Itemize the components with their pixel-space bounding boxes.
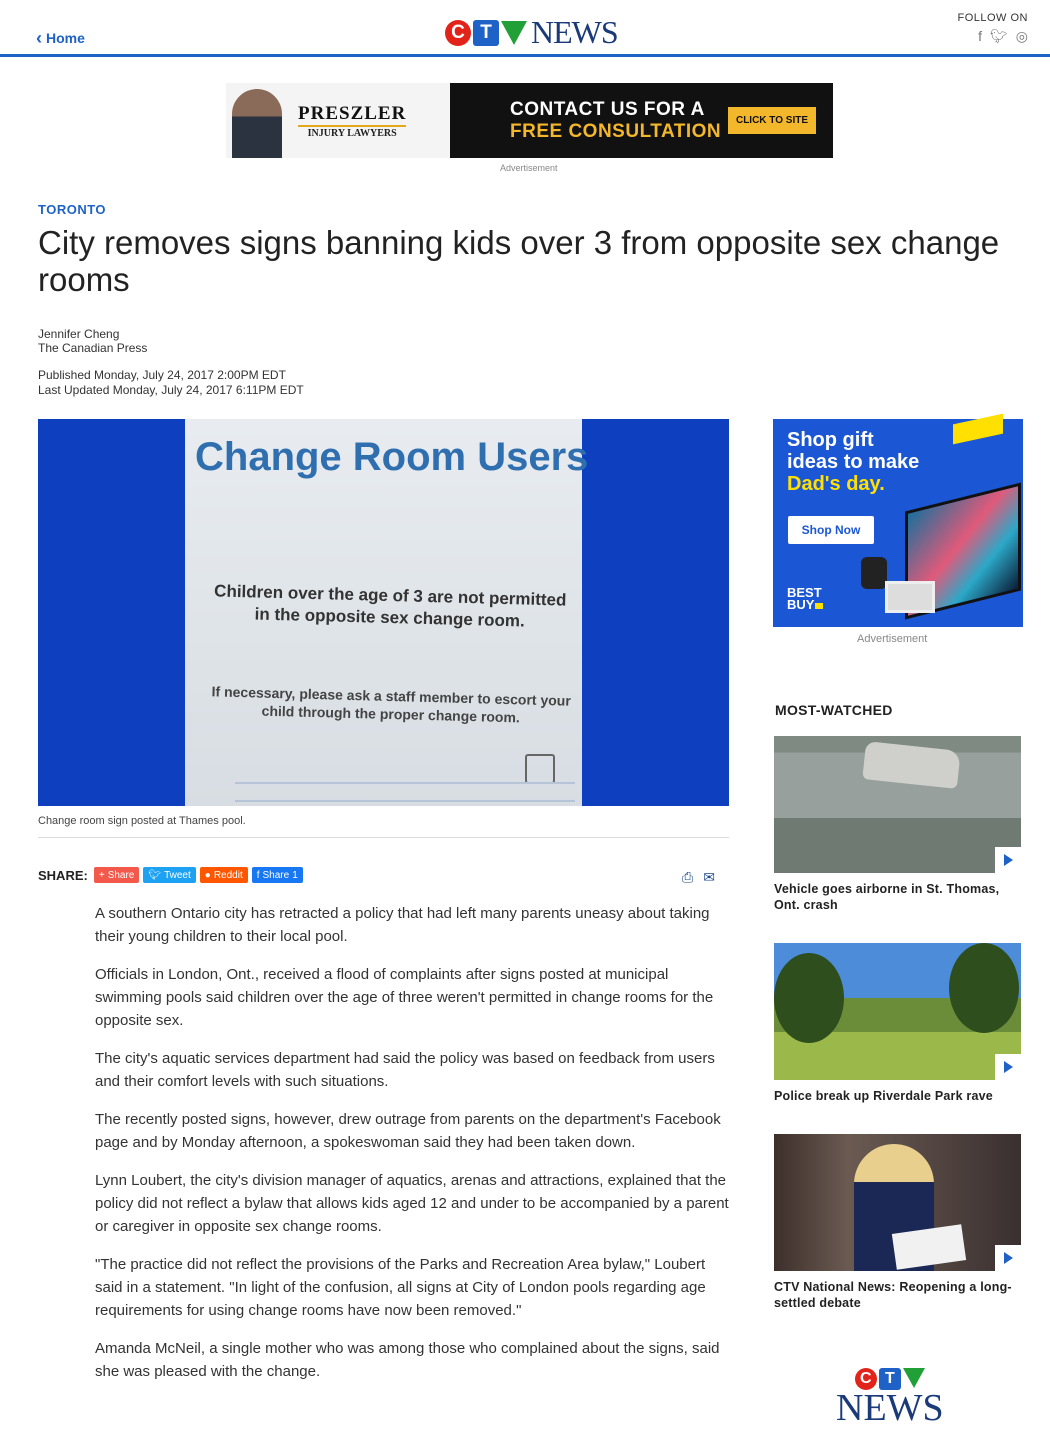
sign-text-secondary: If necessary, please ask a staff member to escort your child through the proper change room. xyxy=(211,683,572,726)
logo-t: T xyxy=(473,20,499,46)
video-item[interactable] xyxy=(774,1134,1021,1311)
home-link[interactable] xyxy=(36,30,85,46)
side-ad-headline xyxy=(787,429,919,495)
ad-line-2: FREE CONSULTATION xyxy=(510,120,722,142)
video-title[interactable]: Police break up Riverdale Park rave xyxy=(774,1089,993,1103)
side-ad-label: Advertisement xyxy=(857,633,928,645)
video-item[interactable] xyxy=(774,943,1021,1104)
sidebar-advertisement[interactable] xyxy=(773,419,1023,627)
reddit-button[interactable] xyxy=(200,867,248,883)
print-icon[interactable]: ⎙ xyxy=(682,869,694,885)
video-title[interactable]: CTV National News: Reopening a long-settled debate xyxy=(774,1280,1012,1310)
paragraph: "The practice did not reflect the provisions of the Parks and Recreation Area bylaw," Loubert said in a statement. "In light of the confusion, all signs at City of London pools regarding age requirements for using change rooms have now been removed." xyxy=(95,1256,706,1319)
facebook-share-count: 1 xyxy=(292,869,298,881)
side-ad-line-2: ideas to make xyxy=(787,451,920,473)
play-icon[interactable] xyxy=(995,847,1021,873)
ctv-news-logo[interactable] xyxy=(445,14,618,51)
ad-brand: PRESZLER xyxy=(298,103,407,124)
paragraph: The city's aquatic services department had said the policy was based on feedback from users and their comfort levels with such situations. xyxy=(95,1050,715,1090)
price-tag-icon xyxy=(953,414,1003,445)
tweet-button-label: Tweet xyxy=(164,869,191,881)
share-label: SHARE: xyxy=(38,867,88,883)
side-ad-line-3: Dad's day. xyxy=(787,473,885,495)
share-bar xyxy=(38,867,303,883)
article-headline: City removes signs banning kids over 3 from opposite sex change rooms xyxy=(38,224,1000,298)
top-advertisement[interactable] xyxy=(226,83,833,158)
video-item[interactable] xyxy=(774,736,1021,913)
most-watched-label: MOST-WATCHED xyxy=(775,702,893,718)
updated-date: Last Updated Monday, July 24, 2017 6:11PM EDT xyxy=(38,383,304,397)
city-logo-icon xyxy=(525,754,555,784)
logo-v-icon xyxy=(501,21,527,45)
tree-image xyxy=(774,953,844,1043)
section-label[interactable]: TORONTO xyxy=(38,202,107,217)
video-title[interactable]: Vehicle goes airborne in St. Thomas, Ont. crash xyxy=(774,882,1000,912)
paragraph: The recently posted signs, however, drew outrage from parents on the department's Facebook page and by Monday afternoon, a spokeswoman said they had been taken down. xyxy=(95,1111,721,1151)
car-image xyxy=(862,741,960,789)
paragraph: Amanda McNeil, a single mother who was among those who complained about the signs, said she was pleased with the change. xyxy=(95,1340,720,1380)
facebook-icon: f xyxy=(256,869,260,881)
smart-display-image xyxy=(885,581,935,613)
reddit-icon: ● xyxy=(204,869,211,881)
logo-news: NEWS xyxy=(531,14,618,50)
ad-brand-sub: INJURY LAWYERS xyxy=(298,125,406,139)
ad-line-1: CONTACT US FOR A xyxy=(510,98,705,120)
shop-now-button[interactable]: Shop Now xyxy=(788,516,874,544)
byline xyxy=(38,327,147,355)
video-thumbnail[interactable] xyxy=(774,943,1021,1080)
share-button-label: Share xyxy=(107,869,135,881)
published-date: Published Monday, July 24, 2017 2:00PM EDT xyxy=(38,368,286,382)
share-button[interactable] xyxy=(94,867,140,883)
logo-news: NEWS xyxy=(836,1387,944,1429)
tweet-button[interactable] xyxy=(143,867,195,883)
facebook-share-button[interactable] xyxy=(252,867,303,883)
article-body xyxy=(95,902,729,1398)
paragraph: A southern Ontario city has retracted a policy that had left many parents uneasy about taking their young children to their local pool. xyxy=(95,905,710,945)
best-buy-line-2: BUY xyxy=(787,597,815,612)
sign-paper xyxy=(185,419,589,806)
sign-text: Children over the age of 3 are not permitted in the opposite sex change room. xyxy=(213,581,567,631)
source: The Canadian Press xyxy=(38,341,148,355)
play-icon[interactable] xyxy=(995,1054,1021,1080)
instagram-icon[interactable]: ◎ xyxy=(1015,28,1028,44)
paragraph: Officials in London, Ont., received a flood of complaints after signs posted at municipal swimming pools said children over the age of three weren't permitted in change rooms for the opposite sex. xyxy=(95,966,714,1029)
follow-on xyxy=(957,12,1028,45)
ad-cta-button[interactable]: CLICK TO SITE xyxy=(728,107,816,134)
paragraph: Lynn Loubert, the city's division manager of aquatics, arenas and attractions, explained that the policy did not reflect a bylaw that allows kids aged 12 and under to be accompanied by a parent or caregiver in opposite sex change rooms. xyxy=(95,1172,729,1235)
lawyer-photo xyxy=(232,89,282,158)
side-ad-line-1: Shop gift xyxy=(787,429,874,451)
logo-v-icon xyxy=(903,1368,925,1388)
email-icon[interactable]: ✉ xyxy=(703,869,715,885)
tree-image xyxy=(949,943,1019,1033)
logo-c: C xyxy=(445,20,471,46)
play-icon[interactable] xyxy=(995,1245,1021,1271)
sign-title: Change Room Users xyxy=(195,435,589,479)
photo-caption: Change room sign posted at Thames pool. xyxy=(38,815,246,827)
sign-lines xyxy=(235,782,575,802)
chevron-left-icon: ‹ xyxy=(36,28,42,48)
author: Jennifer Cheng xyxy=(38,327,120,341)
article-tools xyxy=(682,869,715,886)
plus-icon: + xyxy=(98,869,105,881)
video-thumbnail[interactable] xyxy=(774,736,1021,873)
site-header xyxy=(0,0,1050,57)
article-photo[interactable] xyxy=(38,419,729,806)
twitter-icon: 🐦︎ xyxy=(148,869,162,881)
ad-label: Advertisement xyxy=(500,163,558,173)
twitter-icon[interactable]: 🐦︎ xyxy=(990,28,1008,44)
best-buy-logo xyxy=(787,587,823,611)
facebook-button-label: Share xyxy=(262,869,290,881)
ctv-news-logo-bottom xyxy=(836,1368,944,1430)
facebook-icon[interactable]: f xyxy=(978,28,982,44)
home-label: Home xyxy=(46,30,85,46)
best-buy-line-1: BEST xyxy=(787,585,822,600)
logo-t: T xyxy=(879,1368,901,1390)
video-thumbnail[interactable] xyxy=(774,1134,1021,1271)
follow-label: FOLLOW ON xyxy=(957,12,1028,24)
divider xyxy=(38,837,729,838)
smartwatch-image xyxy=(861,557,887,589)
dates xyxy=(38,368,304,398)
reddit-button-label: Reddit xyxy=(213,869,243,881)
logo-c: C xyxy=(855,1368,877,1390)
